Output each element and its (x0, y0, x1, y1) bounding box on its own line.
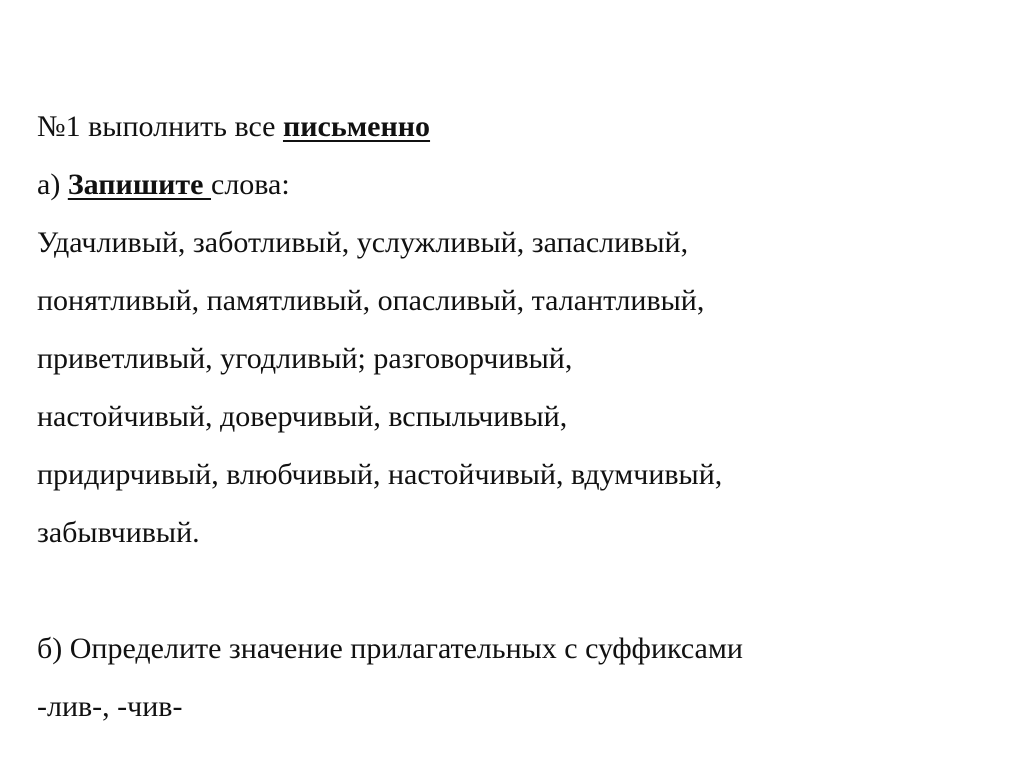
words-line: Удачливый, заботливый, услужливый, запасливый, (37, 226, 689, 259)
part-a-emphasis: Запишите (67, 168, 211, 201)
part-a-prefix: а) (37, 168, 68, 201)
words-line: приветливый, угодливый; разговорчивый, (37, 342, 573, 375)
part-a-suffix: слова: (211, 168, 290, 201)
slide-content (37, 98, 997, 736)
spacer (37, 562, 997, 620)
words-line: настойчивый, доверчивый, вспыльчивый, (37, 400, 568, 433)
part-b-instruction: б) Определите значение прилагательных с суффиксами (37, 632, 743, 665)
task-heading-emphasis: письменно (282, 110, 431, 143)
task-heading (37, 98, 997, 156)
words-line: придирчивый, влюбчивый, настойчивый, вдумчивый, (37, 458, 723, 491)
task-heading-prefix: №1 выполнить все (37, 110, 283, 143)
part-a-instruction (37, 156, 997, 214)
words-line: забывчивый. (37, 516, 200, 549)
words-line: понятливый, памятливый, опасливый, талантливый, (37, 284, 705, 317)
part-b-suffixes: -лив-, -чив- (37, 690, 183, 723)
